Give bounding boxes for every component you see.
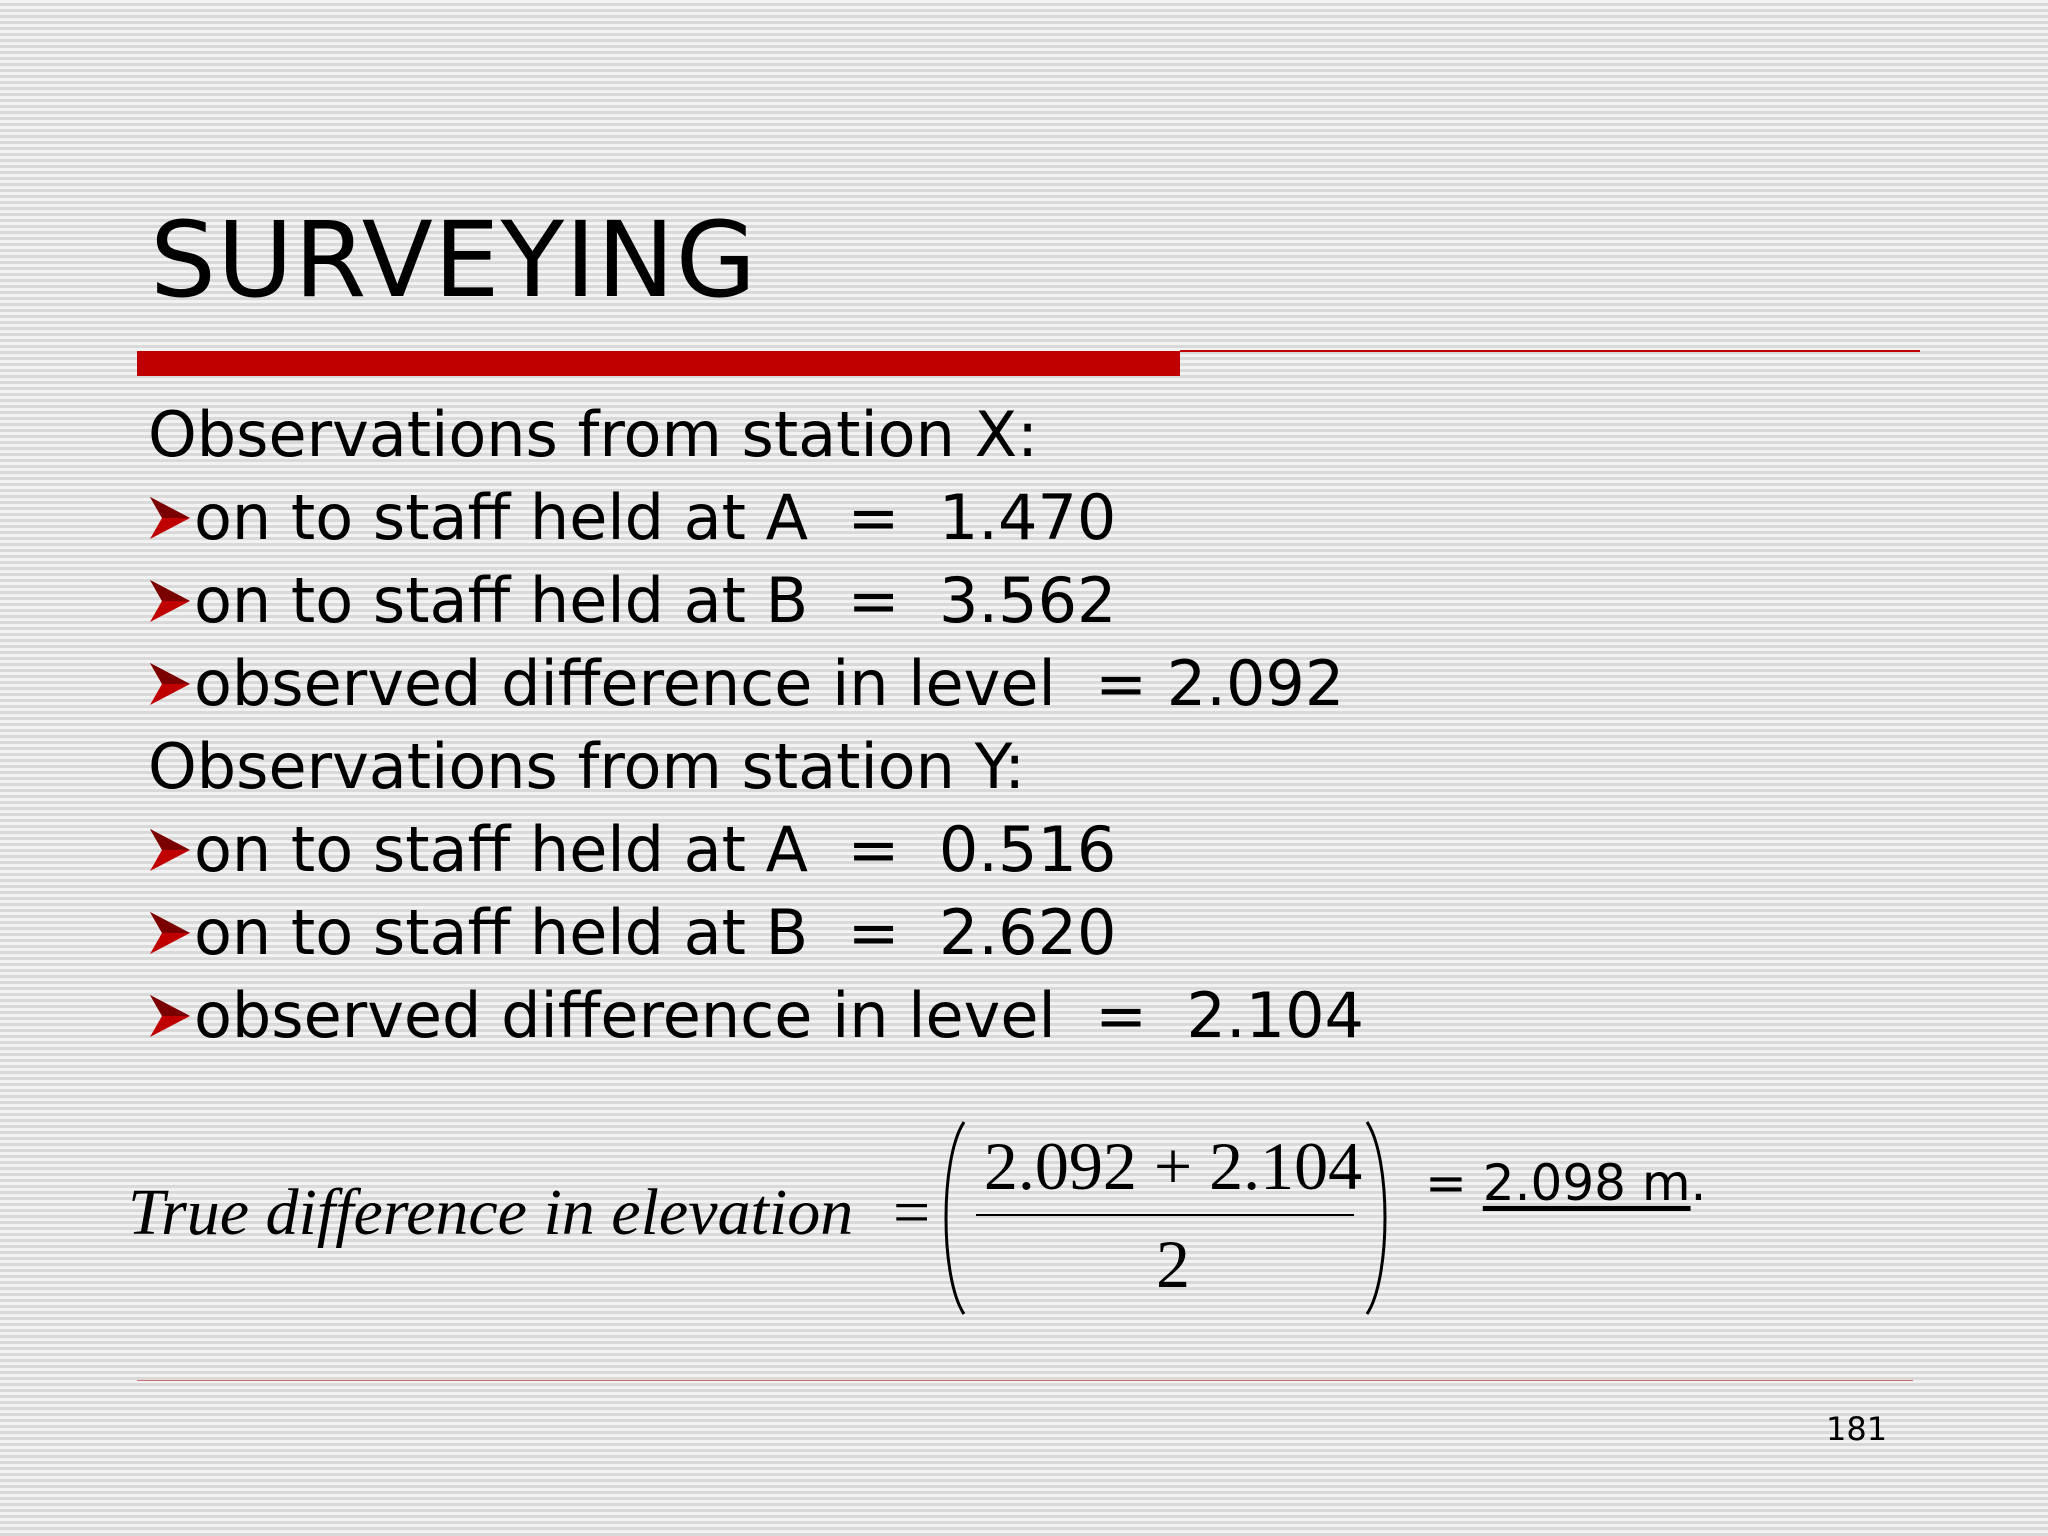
equation-lhs: True difference in elevation xyxy=(128,1176,854,1249)
slide-title: SURVEYING xyxy=(150,199,758,321)
title-underline-rule xyxy=(1180,350,1920,352)
bullet-item xyxy=(148,808,1648,891)
elevation-equation xyxy=(128,1118,1828,1318)
line-text: on to staff held at B = 3.562 xyxy=(194,564,1117,637)
footer-divider xyxy=(137,1380,1913,1381)
line-text: on to staff held at B = 2.620 xyxy=(194,896,1117,969)
page-number: 181 xyxy=(1826,1410,1888,1448)
result-suffix: . xyxy=(1690,1154,1707,1212)
observations-heading-y xyxy=(148,725,1648,808)
red-arrowhead-icon xyxy=(148,493,192,543)
line-text: Observations from station X: xyxy=(148,398,1038,471)
body-text xyxy=(148,393,1648,1057)
equation-result xyxy=(1425,1154,1707,1212)
title-underline-bar xyxy=(137,351,1180,376)
result-prefix: = xyxy=(1425,1154,1483,1212)
bullet-item xyxy=(148,642,1648,725)
line-text: Observations from station Y: xyxy=(148,730,1026,803)
bullet-item xyxy=(148,559,1648,642)
red-arrowhead-icon xyxy=(148,908,192,958)
left-parenthesis-icon xyxy=(938,1118,968,1318)
red-arrowhead-icon xyxy=(148,659,192,709)
fraction-numerator: 2.092 + 2.104 xyxy=(983,1128,1363,1204)
red-arrowhead-icon xyxy=(148,825,192,875)
line-text: observed difference in level = 2.104 xyxy=(194,979,1365,1052)
result-value: 2.098 m xyxy=(1482,1154,1691,1212)
equation-equals-sign: = xyxy=(893,1176,931,1249)
bullet-item xyxy=(148,974,1648,1057)
fraction-bar xyxy=(976,1214,1354,1216)
observations-heading-x xyxy=(148,393,1648,476)
line-text: observed difference in level = 2.092 xyxy=(194,647,1345,720)
bullet-item xyxy=(148,476,1648,559)
bullet-item xyxy=(148,891,1648,974)
red-arrowhead-icon xyxy=(148,991,192,1041)
fraction-denominator: 2 xyxy=(1156,1226,1190,1302)
line-text: on to staff held at A = 0.516 xyxy=(194,813,1117,886)
red-arrowhead-icon xyxy=(148,576,192,626)
right-parenthesis-icon xyxy=(1363,1118,1393,1318)
line-text: on to staff held at A = 1.470 xyxy=(194,481,1117,554)
